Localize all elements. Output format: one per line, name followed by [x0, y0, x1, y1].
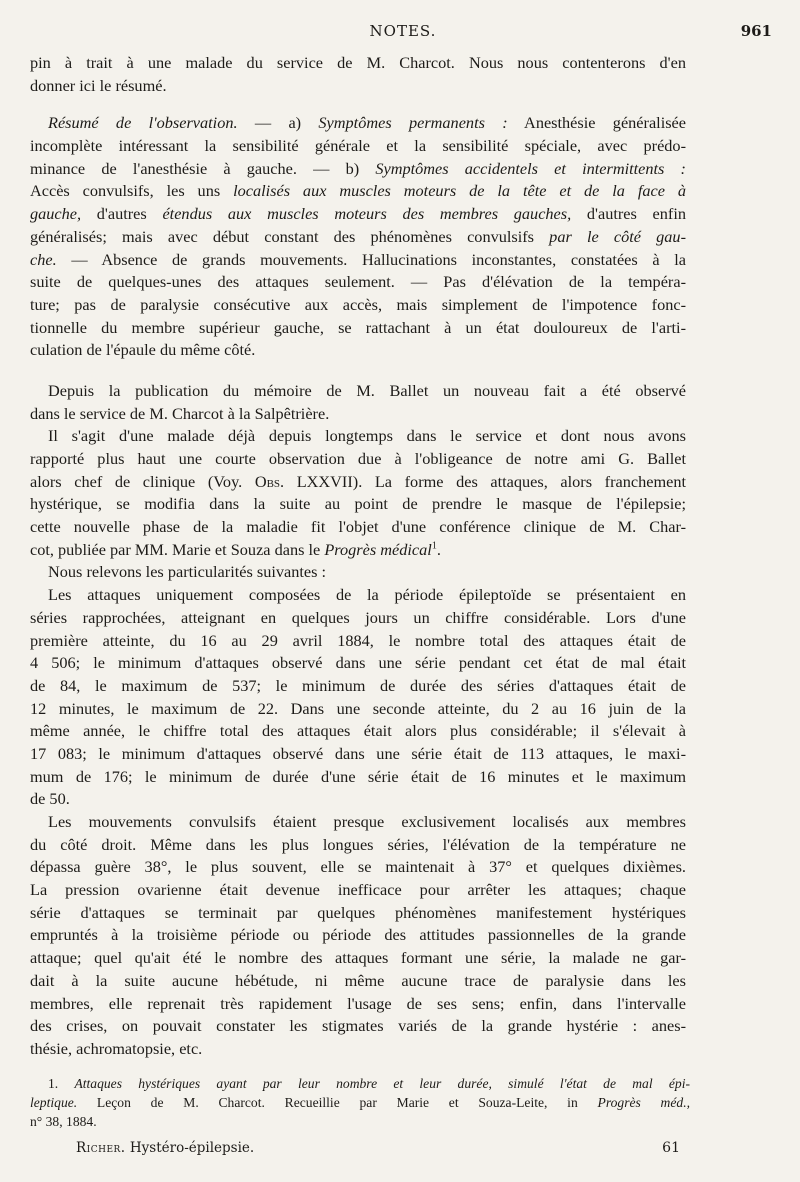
- text-run: d'autres: [81, 204, 163, 224]
- text-run: Leçon de M. Charcot. Recueillie par Marie et Souza-Leite, in: [77, 1095, 598, 1110]
- text-line: de 50.: [30, 789, 70, 809]
- text-run: localisés aux muscles moteurs de la tête et de la face à: [233, 181, 686, 201]
- text-line: thésie, achromatopsie, etc.: [30, 1038, 203, 1058]
- text-line: rapporté plus haut une courte observation due à l'obligeance de notre ami G. Ballet: [30, 449, 686, 468]
- text-run: — a): [237, 113, 319, 133]
- text-line: donner ici le résumé.: [30, 75, 167, 95]
- text-line: [30, 539, 686, 562]
- text-line: Les mouvements convulsifs étaient presque exclusivement localisés aux membres: [48, 812, 686, 831]
- text-line: séries rapprochées, atteignant en quelques jours un chiffre considérable. Lors d'une: [30, 607, 686, 627]
- footnote-line: n° 38, 1884.: [30, 1114, 97, 1129]
- footnote-number: 1.: [48, 1076, 75, 1091]
- text-line: attaque; quel qu'ait été le nombre des attaques formant une série, la malade ne gar-: [30, 948, 686, 968]
- text-line: [30, 249, 686, 272]
- text-line: suite de quelques-unes des attaques seulement. — Pas d'élévation de la tempéra-: [30, 272, 686, 292]
- text-line: de 84, le maximum de 537; le minimum de durée des séries d'attaques était de: [30, 675, 686, 695]
- text-run: che.: [30, 249, 57, 269]
- text-line: pin à trait à une malade du service de M. Charcot. Nous nous contenterons d'en: [30, 53, 686, 72]
- text-line: première atteinte, du 16 au 29 avril 1884, le nombre total des attaques était de: [30, 630, 686, 650]
- text-run: — Absence de grands mouvements. Hallucinations inconstantes, constatées à la: [56, 249, 686, 269]
- text-run: Anesthésie généralisée: [507, 113, 687, 133]
- text-run: Résumé de l'observation.: [48, 113, 238, 133]
- text-line: incomplète intéressant la sensibilité générale et la sensibilité spéciale, avec prédo-: [30, 136, 686, 156]
- text-run: cot, publiée par MM. Marie et Souza dans le: [30, 539, 325, 559]
- text-line: empruntés à la troisième période ou période des attitudes passionnelles de la grande: [30, 925, 686, 945]
- text-line: Les attaques uniquement composées de la période épileptoïde se présentaient en: [48, 585, 686, 605]
- text-line: hystérique, se modifia dans la suite au point de prendre le masque de l'épilepsie;: [30, 494, 686, 514]
- text-line: [30, 112, 686, 135]
- text-line: des crises, on pouvait constater les stigmates variés de la grande hystérie : anes-: [30, 1016, 686, 1036]
- text-line: 17 083; le minimum d'attaques observé dans une série était de 113 attaques, le maxi-: [30, 743, 686, 763]
- text-run: Progrès médical: [324, 539, 432, 559]
- text-line: dait à la suite aucune hébétude, ni même aucune trace de paralysie dans les: [30, 970, 686, 990]
- text-line: ture; pas de paralysie consécutive aux accès, mais simplement de l'impotence fonc-: [30, 294, 686, 314]
- work-title: Hystéro-épilepsie.: [125, 1140, 255, 1156]
- text-line: [30, 180, 686, 203]
- text-line: même année, le chiffre total des attaques était alors plus considérable; il s'élevait à: [30, 721, 686, 741]
- text-run: d'autres enfin: [571, 204, 687, 224]
- text-line: tionnelle du membre supérieur gauche, se rattachant à un état douloureux de l'arti-: [30, 317, 686, 337]
- text-run: .: [436, 539, 441, 559]
- text-line: membres, elle reprenait très rapidement l'usage de ses sens; enfin, dans l'intervalle: [30, 993, 686, 1013]
- author-name: Richer.: [76, 1140, 126, 1156]
- text-run: généralisés; mais avec début constant des phénomènes convulsifs: [30, 226, 550, 246]
- text-run: Obs.: [254, 471, 285, 491]
- footnote-marker: 1: [431, 540, 437, 552]
- text-line: dans le service de M. Charcot à la Salpêtrière.: [30, 403, 330, 423]
- text-run: leptique.: [30, 1095, 78, 1110]
- text-run: Attaques hystériques ayant par leur nombre et leur durée, simulé l'état de mal épi-: [74, 1076, 690, 1091]
- text-line: cette nouvelle phase de la maladie fit l'objet d'une conférence clinique de M. Char-: [30, 517, 686, 537]
- text-run: LXXVII). La forme des attaques, alors franchement: [284, 471, 687, 491]
- text-line: 12 minutes, le maximum de 22. Dans une seconde atteinte, du 2 au 16 juin de la: [30, 698, 686, 718]
- footnote-line: [30, 1093, 690, 1112]
- text-line: mum de 176; le minimum de durée d'une série était de 16 minutes et le maximum: [30, 766, 686, 786]
- signature-line: [76, 1140, 680, 1156]
- paragraph-gap: [30, 362, 686, 380]
- text-run: Symptômes accidentels et intermittents :: [375, 158, 686, 178]
- text-line: Il s'agit d'une malade déjà depuis longtemps dans le service et dont nous avons: [48, 426, 686, 446]
- footnote: [30, 1074, 690, 1131]
- text-run: par le côté gau-: [549, 226, 686, 246]
- text-line: [30, 226, 686, 249]
- text-line: La pression ovarienne était devenue inefficace pour arrêter les attaques; chaque: [30, 880, 686, 900]
- text-run: Symptômes permanents :: [318, 113, 508, 133]
- text-run: minance de l'anesthésie à gauche. — b): [30, 158, 376, 178]
- text-line: [30, 203, 686, 226]
- text-line: [30, 471, 686, 494]
- text-run: Progrès méd.,: [597, 1095, 691, 1110]
- running-title: NOTES.: [369, 22, 437, 40]
- text-line: Depuis la publication du mémoire de M. Ballet un nouveau fait a été observé: [48, 380, 686, 400]
- page-number: 961: [740, 22, 772, 40]
- body-text: [30, 52, 686, 1061]
- text-line: série d'attaques se terminait par quelques phénomènes manifestement hystériques: [30, 902, 686, 922]
- text-line: Nous relevons les particularités suivantes :: [48, 562, 327, 582]
- text-line: [30, 158, 686, 181]
- text-line: culation de l'épaule du même côté.: [30, 340, 256, 360]
- text-run: alors chef de clinique (Voy.: [30, 471, 255, 491]
- text-run: gauche,: [30, 204, 82, 224]
- text-run: étendus aux muscles moteurs des membres gauches,: [162, 204, 572, 224]
- text-line: 4 506; le minimum d'attaques observé dans une série pendant cet état de mal était: [30, 653, 686, 673]
- text-line: du côté droit. Même dans les plus longues séries, l'élévation de la température ne: [30, 834, 686, 854]
- text-run: Accès convulsifs, les uns: [30, 181, 234, 201]
- text-line: dépassa guère 38°, le plus souvent, elle se maintenait à 37° et quelques dixièmes.: [30, 857, 686, 877]
- footnote-line: [30, 1074, 690, 1093]
- page-header: [28, 22, 778, 48]
- sheet-number: 61: [662, 1140, 680, 1156]
- paragraph-gap: [30, 97, 686, 112]
